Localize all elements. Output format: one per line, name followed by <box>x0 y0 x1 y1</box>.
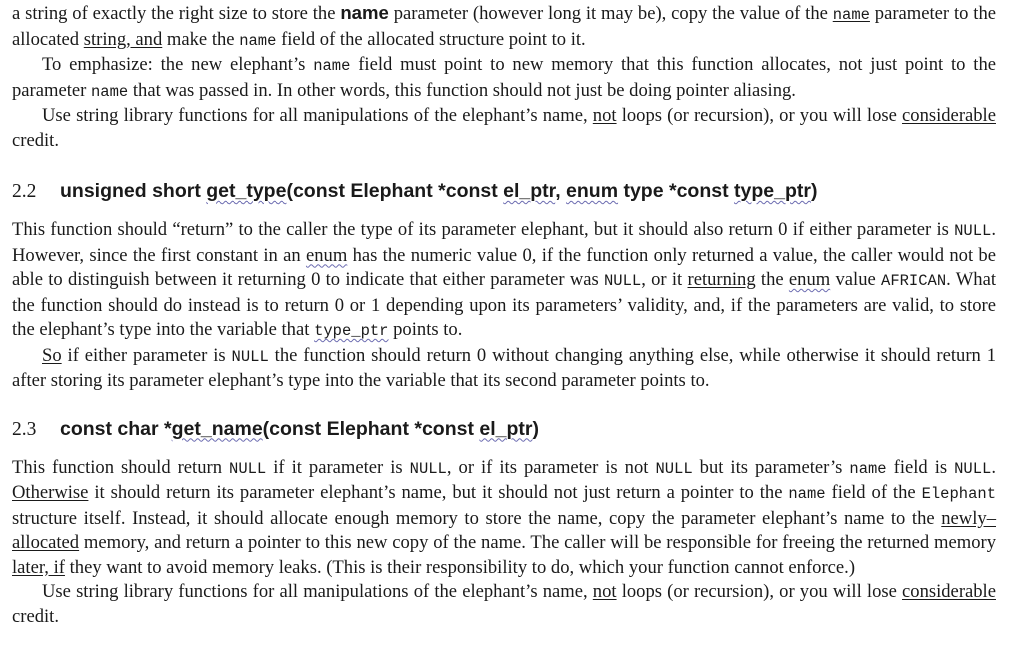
intro-paragraph-2 <box>12 53 996 104</box>
section-2-3-paragraph-1 <box>12 456 996 581</box>
text: credit. <box>12 605 59 627</box>
text: value <box>830 269 882 290</box>
sig-part: type *const <box>618 180 734 202</box>
text: they want to avoid memory leaks. (This is their responsibility to do, which your function cannot enforce.) <box>64 556 856 578</box>
sig-part: ) <box>810 180 818 202</box>
emphasis-considerable: considerable <box>902 581 996 602</box>
emphasis-considerable: considerable <box>902 105 996 126</box>
text: has the numeric value 0, if the function only returned a value, the caller would not be able to distinguish between it returning 0 to indicate that either parameter was <box>12 244 996 290</box>
text: . <box>991 456 996 478</box>
null-code: NULL <box>229 459 267 478</box>
text: the <box>755 269 789 290</box>
param-name: type_ptr <box>734 180 811 202</box>
enum-word: enum <box>788 269 831 290</box>
null-code: NULL <box>409 459 447 478</box>
text: loops (or recursion), or you will lose <box>616 581 903 602</box>
name-code: name <box>90 82 129 101</box>
name-code: name <box>849 459 887 478</box>
intro-paragraph-3 <box>12 104 996 153</box>
param-name: el_ptr <box>479 417 533 440</box>
name-code: name <box>313 57 351 75</box>
text: , or if its parameter is not <box>446 456 656 478</box>
text: loops (or recursion), or you will lose <box>616 105 903 126</box>
null-code: NULL <box>231 347 269 366</box>
text: field of the allocated structure point to it. <box>276 28 586 50</box>
text: points to. <box>388 319 463 340</box>
text: , or it <box>641 269 688 290</box>
text: This function should “return” to the caller the type of its parameter elephant, but it should also return 0 if either parameter is <box>12 219 955 240</box>
text: parameter to the allocated <box>12 3 996 50</box>
null-code: NULL <box>954 459 992 478</box>
text: structure itself. Instead, it should allocate enough memory to store the name, copy the parameter elephant’s name to the <box>12 507 942 529</box>
text: credit. <box>12 129 59 151</box>
text: Use string library functions for all manipulations of the elephant’s name, <box>42 581 593 602</box>
section-number: 2.2 <box>12 181 37 202</box>
sig-part: unsigned short <box>60 180 207 202</box>
text: make the <box>162 28 240 50</box>
function-name: get_type <box>206 180 287 202</box>
text: This function should return <box>12 456 230 478</box>
section-2-2-paragraph-2 <box>12 344 996 394</box>
null-code: NULL <box>954 222 992 240</box>
name-code: name <box>832 6 870 24</box>
intro-paragraph-1 <box>12 1 996 53</box>
param-name: el_ptr <box>503 180 556 202</box>
section-2-2-paragraph-1 <box>12 218 996 344</box>
name-keyword: name <box>340 2 389 23</box>
text: Use string library functions for all manipulations of the elephant’s name, <box>42 105 593 126</box>
sig-part: (const Elephant *const <box>262 417 480 440</box>
emphasis-not: not <box>592 581 617 602</box>
sig-part: , <box>555 180 567 202</box>
text: if either parameter is <box>61 344 232 366</box>
section-heading-2-3 <box>12 417 996 442</box>
null-code: NULL <box>604 272 642 290</box>
text: it should return its parameter elephant’s name, but it should not just return a pointer to the <box>88 482 789 503</box>
sig-part: ) <box>532 417 539 440</box>
function-signature <box>60 180 817 202</box>
section-2-3-paragraph-2 <box>12 580 996 629</box>
text: that was passed in. In other words, this function should not just be doing pointer aliasing. <box>128 79 796 101</box>
function-signature <box>60 418 539 440</box>
text: if it parameter is <box>266 456 410 478</box>
text: . However, since the first constant in an <box>12 219 996 266</box>
text: parameter (however long it may be), copy the value of the <box>388 3 833 24</box>
enum-keyword: enum <box>566 180 619 202</box>
emphasis-not: not <box>592 105 617 126</box>
section-heading-2-2 <box>12 179 996 204</box>
null-code: NULL <box>655 459 693 478</box>
enum-word: enum <box>305 244 348 266</box>
elephant-code: Elephant <box>921 485 996 503</box>
text: field is <box>886 456 955 478</box>
text: but its parameter’s <box>692 456 850 478</box>
name-code: name <box>788 485 826 503</box>
underlined-text: returning <box>687 269 756 290</box>
text: a string of exactly the right size to store the <box>12 3 341 24</box>
function-name: get_name <box>171 417 263 440</box>
text: field of the <box>825 482 922 503</box>
text: field must point to new memory that this function allocates, not just point to the parameter <box>12 54 997 101</box>
underlined-text: later, if <box>12 556 65 578</box>
text: memory, and return a pointer to this new copy of the name. The caller will be responsible for freeing the returned memory <box>79 532 996 553</box>
african-code: AFRICAN <box>881 272 947 290</box>
name-code: name <box>239 31 277 50</box>
type-ptr-code: type_ptr <box>314 322 389 340</box>
sig-part: const char * <box>60 417 172 440</box>
section-number: 2.3 <box>12 418 37 440</box>
underlined-text: Otherwise <box>12 482 89 503</box>
text: To emphasize: the new elephant’s <box>42 54 314 75</box>
underlined-text: newly–allocated <box>12 507 996 553</box>
text: the function should return 0 without changing anything else, while otherwise it should return 1 after storing its parameter elephant’s type into the variable that its second parameter points to. <box>12 344 997 391</box>
underlined-text: string, and <box>83 28 163 50</box>
sig-part: (const Elephant *const <box>286 180 504 202</box>
intro-block <box>12 0 996 153</box>
text: . What the function should do instead is to return 0 or 1 depending upon its parameters’ validity, and, if the parameters are valid, to store the elephant’s type into the variable that <box>12 269 997 340</box>
emphasis-so: So <box>42 344 62 366</box>
